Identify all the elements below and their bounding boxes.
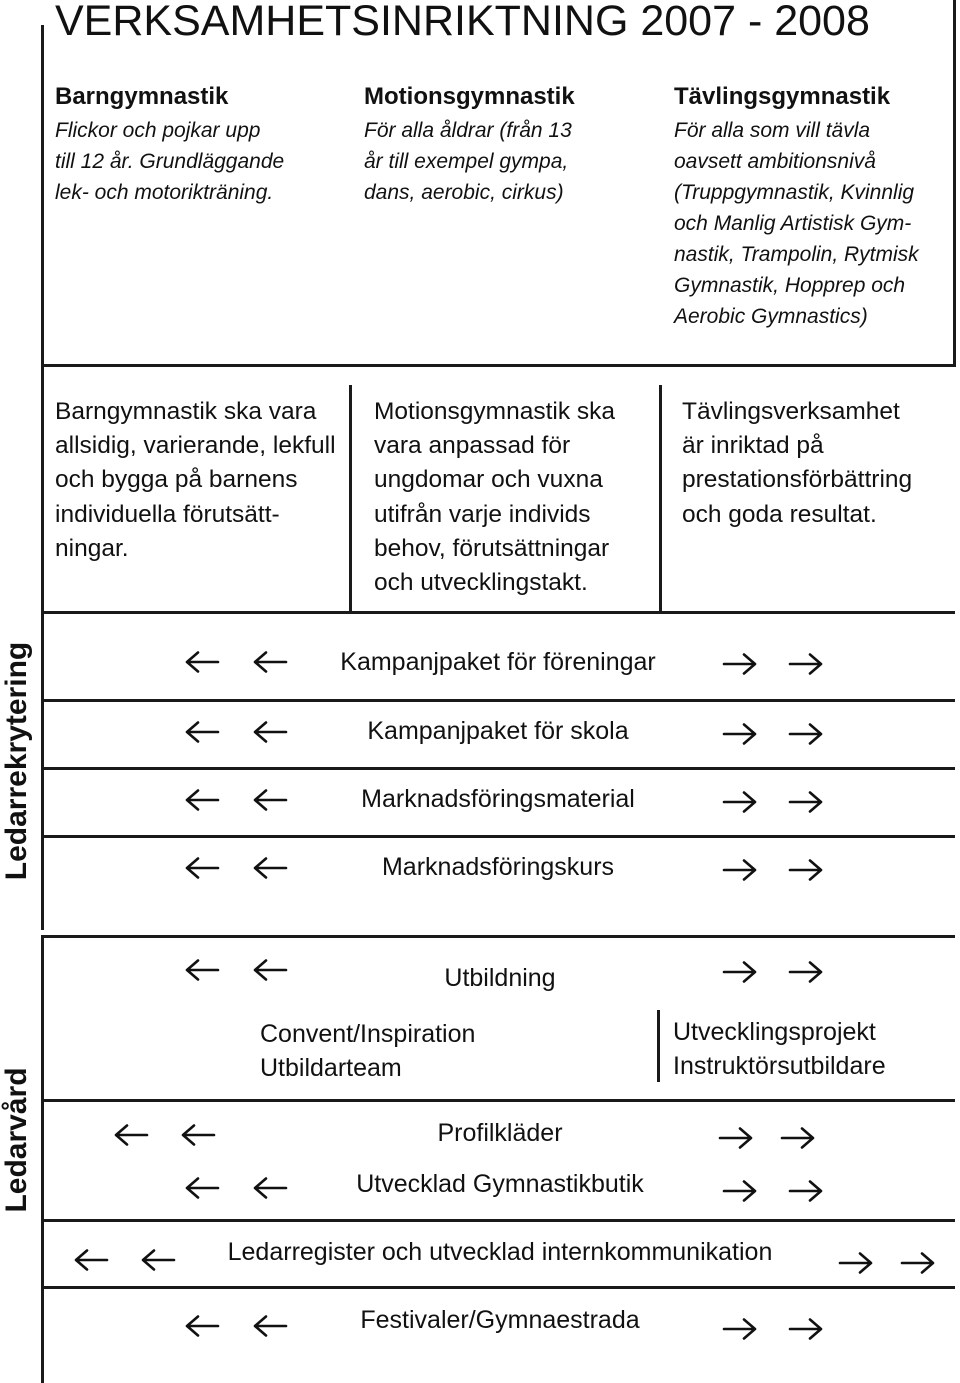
arrow-right-icon [788, 960, 824, 984]
arrow-right-icon [788, 652, 824, 676]
section-label-care: Ledarvård [0, 1067, 33, 1213]
arrow-right-icon [722, 1317, 758, 1341]
education-item: Convent/Inspiration [260, 1020, 476, 1048]
arrow-right-icon [838, 1251, 874, 1275]
arrow-right-icon [788, 1317, 824, 1341]
arrow-left-icon [184, 720, 220, 744]
branch-description [364, 115, 575, 208]
goal-line: och utvecklingstakt. [374, 569, 588, 597]
education-item: Instruktörsutbildare [673, 1051, 886, 1080]
arrow-left-icon [180, 1123, 216, 1147]
row-divider [41, 1286, 955, 1289]
education-item: Utvecklingsprojekt [673, 1018, 876, 1046]
arrow-right-icon [722, 790, 758, 814]
description-line: lek- och motorikträning. [55, 181, 274, 204]
arrow-left-icon [252, 720, 288, 744]
care-item: Ledarregister och utvecklad internkommunikation [227, 1238, 773, 1266]
description-line: För alla som vill tävla [674, 119, 871, 142]
arrow-left-icon [113, 1123, 149, 1147]
arrow-left-icon [252, 1314, 288, 1338]
arrow-left-icon [184, 958, 220, 982]
description-line: nastik, Trampolin, Rytmisk [674, 243, 919, 266]
arrow-right-icon [788, 790, 824, 814]
horizontal-divider [41, 364, 955, 367]
arrow-right-icon [722, 858, 758, 882]
goal-line: allsidig, varierande, lekfull [55, 432, 336, 460]
goal-motionsgymnastik [374, 395, 615, 600]
branch-barngymnastik [55, 83, 284, 208]
arrow-right-icon [788, 858, 824, 882]
description-line: Flickor och pojkar upp [55, 119, 261, 142]
arrow-right-icon [900, 1251, 936, 1275]
arrow-left-icon [184, 856, 220, 880]
arrow-right-icon [722, 652, 758, 676]
arrow-right-icon [718, 1126, 754, 1150]
branch-tavlingsgymnastik [674, 83, 919, 332]
branch-motionsgymnastik [364, 83, 575, 208]
horizontal-divider [41, 611, 955, 614]
arrow-left-icon [252, 856, 288, 880]
description-line: (Truppgymnastik, Kvinnlig [674, 181, 915, 204]
arrow-left-icon [184, 1176, 220, 1200]
goal-line: behov, förutsättningar [374, 534, 610, 562]
column-divider [349, 385, 352, 612]
care-item: Utvecklad Gymnastikbutik [356, 1170, 644, 1198]
description-line: Gymnastik, Hopprep och [674, 274, 906, 297]
description-line: till 12 år. Grundläggande [55, 150, 285, 173]
column-divider [657, 1010, 660, 1082]
arrow-left-icon [140, 1248, 176, 1272]
arrow-left-icon [252, 650, 288, 674]
education-left-items [260, 1018, 475, 1085]
recruitment-item: Marknadsföringskurs [381, 853, 615, 881]
frame-border-top-care [41, 935, 955, 938]
care-item: Festivaler/Gymnaestrada [360, 1306, 640, 1334]
row-divider [41, 1219, 955, 1222]
education-item: Utbildarteam [260, 1053, 402, 1082]
description-line: För alla åldrar (från 13 [364, 119, 572, 142]
goal-line: Barngymnastik ska vara [55, 398, 317, 425]
arrow-right-icon [722, 960, 758, 984]
branch-heading: Tävlingsgymnastik [674, 83, 891, 110]
goal-tavlingsverksamhet [682, 395, 912, 532]
goal-line: ungdomar och vuxna [374, 466, 603, 494]
goal-line: Tävlingsverksamhet [682, 398, 900, 425]
frame-border-left-top [41, 25, 44, 930]
description-line: år till exempel gympa, [364, 150, 569, 173]
goal-line: och bygga på barnens [55, 466, 298, 494]
row-divider [41, 1099, 955, 1102]
frame-border-right-top [953, 0, 956, 367]
page-title: VERKSAMHETSINRIKTNING 2007 - 2008 [55, 0, 870, 45]
row-divider [41, 835, 955, 838]
goal-line: utifrån varje individs [374, 500, 591, 528]
goal-line: vara anpassad för [374, 432, 571, 460]
goal-line: ningar. [55, 534, 129, 562]
care-item: Profilkläder [437, 1119, 563, 1147]
arrow-left-icon [252, 1176, 288, 1200]
frame-border-left-care [41, 935, 44, 1383]
recruitment-item: Marknadsföringsmaterial [361, 785, 635, 813]
branch-description [674, 115, 919, 332]
goal-line: Motionsgymnastik ska [374, 398, 616, 425]
goal-line: och goda resultat. [682, 500, 877, 528]
description-line: Aerobic Gymnastics) [674, 305, 868, 328]
education-heading: Utbildning [444, 964, 556, 992]
recruitment-item: Kampanjpaket för föreningar [340, 648, 656, 676]
description-line: och Manlig Artistisk Gym- [674, 212, 912, 235]
arrow-left-icon [184, 650, 220, 674]
branch-heading: Barngymnastik [55, 83, 229, 110]
description-line: dans, aerobic, cirkus) [364, 181, 564, 204]
arrow-left-icon [184, 788, 220, 812]
education-right-items [673, 1016, 886, 1083]
arrow-right-icon [722, 722, 758, 746]
arrow-left-icon [252, 788, 288, 812]
recruitment-item: Kampanjpaket för skola [367, 717, 629, 745]
arrow-right-icon [788, 722, 824, 746]
arrow-right-icon [722, 1179, 758, 1203]
arrow-left-icon [252, 958, 288, 982]
arrow-left-icon [184, 1314, 220, 1338]
column-divider [659, 385, 662, 612]
goal-line: är inriktad på [682, 432, 824, 460]
row-divider [41, 767, 955, 770]
goal-line: individuella förutsätt- [55, 500, 280, 528]
row-divider [41, 699, 955, 702]
arrow-right-icon [780, 1126, 816, 1150]
branch-description [55, 115, 284, 208]
arrow-right-icon [788, 1179, 824, 1203]
branch-heading: Motionsgymnastik [364, 83, 575, 110]
arrow-left-icon [73, 1248, 109, 1272]
goal-line: prestationsförbättring [682, 466, 913, 494]
description-line: oavsett ambitionsnivå [674, 150, 876, 173]
section-label-recruitment: Ledarrekrytering [0, 641, 33, 881]
goal-barngymnastik [55, 395, 336, 566]
